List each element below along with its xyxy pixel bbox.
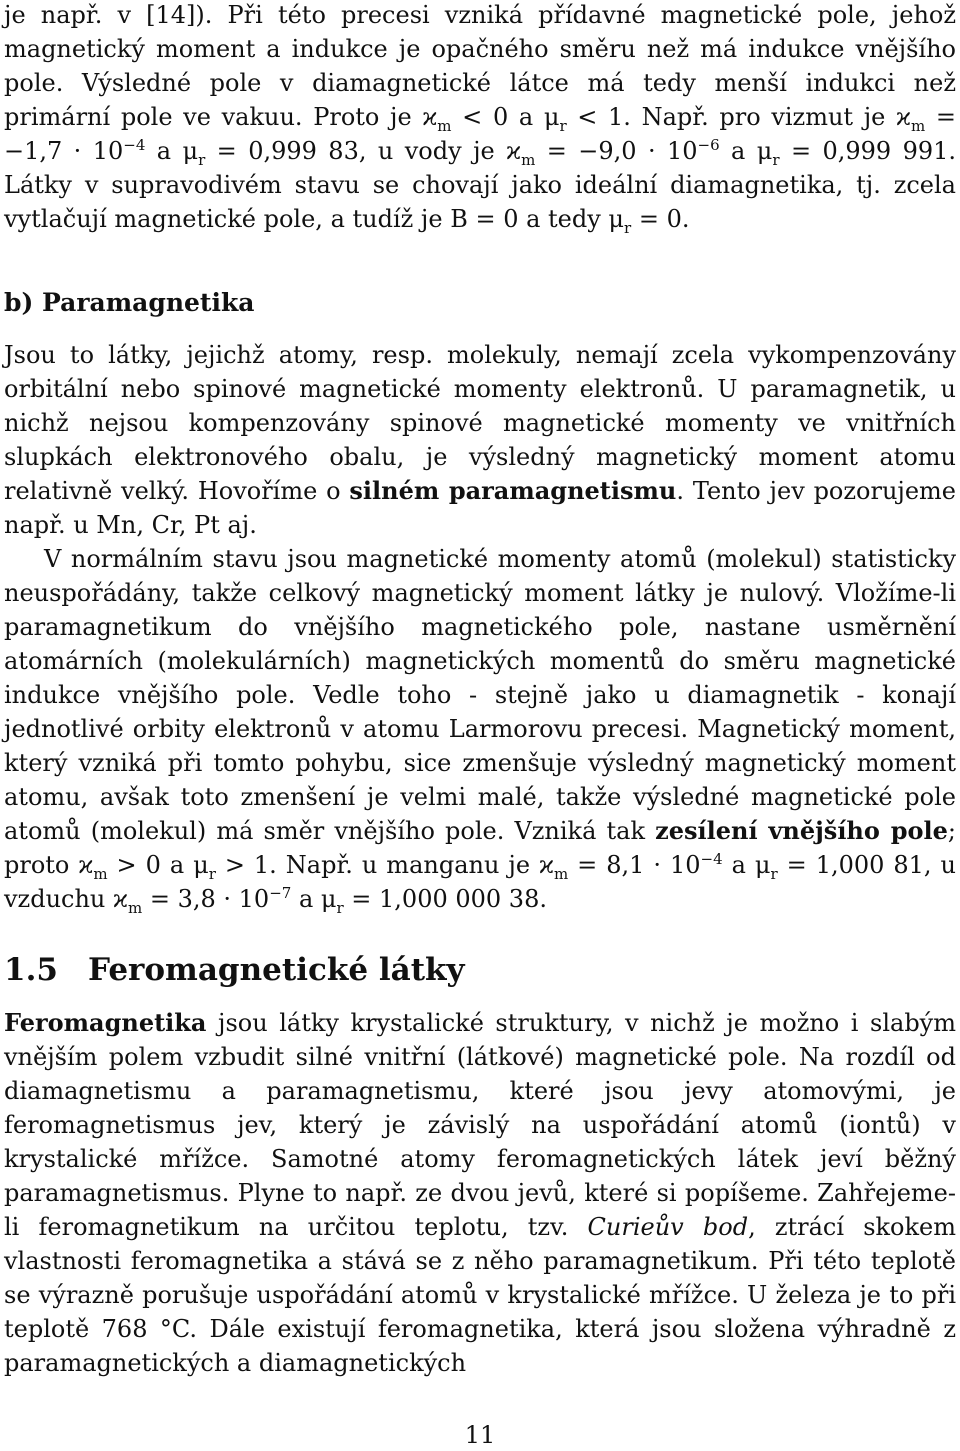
subsection-heading: b) Paramagnetika xyxy=(4,288,255,317)
section-number: 1.5 xyxy=(4,952,58,988)
paramagnetika-paragraph-2: V normálním stavu jsou magnetické momenty atomů (molekul) statisticky neuspořádány, takže celkový magnetický moment látky je nulový. Vložíme-li paramagnetikum do vnějšího magnetického pole, nastane usměrnění atomárních (molekulárních) magnetických momentů do směru magnetické indukce vnějšího pole. Vedle toho - stejně jako u diamagnetik - konají jednotlivé orbity elektronů v atomu Larmorovu precesi. Magnetický moment, který vzniká při tomto pohybu, sice zmenšuje výsledný magnetický moment atomu, avšak toto zmenšení je velmi malé, takže výsledné magnetické pole atomů (molekul) má směr vnějšího pole. Vzniká tak zesílení vnějšího pole; proto $ϰ_m > 0$ a $\mu_r > 1$. Např. u manganu je $ϰ_m = 8,1 \cdot 10^{-4}$ a $\mu_r = 1,000$ 81, u vzduchu $ϰ_m = 3,8 \cdot 10^{-7}$ a $\mu_r = 1,000$ 000 38. xyxy=(4,545,956,917)
section-heading xyxy=(4,950,465,990)
feromagnetika-paragraph: Feromagnetika jsou látky krystalické struktury, v nichž je možno i slabým vnějším polem vzbudit silné vnitřní (látkové) magnetické pole. Na rozdíl od diamagnetismu a paramagnetismu, které jsou jevy atomovými, je feromagnetismus jev, který je závislý na uspořádání atomů (iontů) v krystalické mřížce. Samotné atomy feromagnetických látek jeví běžný paramagnetismus. Plyne to např. ze dvou jevů, které si popíšeme. Zahřejeme-li feromagnetikum na určitou teplotu, tzv. Curieův bod, ztrácí skokem vlastnosti feromagnetika a stává se z něho paramagnetikum. Při této teplotě se výrazně porušuje uspořádání atomů v krystalické mřížce. U železa je to při teplotě 768 °C. Dále existují feromagnetika, která jsou složena výhradně z paramagnetických a diamagnetických xyxy=(4,1008,957,1377)
intro-paragraph: je např. v [14]). Při této precesi vzniká přídavné magnetické pole, jehož magnetický moment a indukce je opačného směru než má indukce vnějšího pole. Výsledné pole v diamagnetické látce má tedy menší indukci než primární pole ve vakuu. Proto je $ϰ_m < 0$ a $\mu_r < 1$. Např. pro vizmut je $ϰ_m = -1,7 \cdot 10^{-4}$ a $\mu_r = 0,999$ 83, u vody je $ϰ_m = -9,0 \cdot 10^{-6}$ a $\mu_r = 0,999$ 991. Látky v supravodivém stavu se chovají jako ideální diamagnetika, tj. zcela vytlačují magnetické pole, a tudíž je B = 0 a tedy $\mu_r = 0$. xyxy=(4,1,957,237)
page-number: 11 xyxy=(464,1421,496,1449)
paramagnetika-paragraph-1: Jsou to látky, jejichž atomy, resp. molekuly, nemají zcela vykompenzovány orbitální nebo spinové magnetické momenty elektronů. U paramagnetik, u nichž nejsou kompenzovány spinové magnetické momenty ve vnitřních slupkách elektronového obalu, je výsledný magnetický moment atomu relativně velký. Hovoříme o silném paramagnetismu. Tento jev pozorujeme např. u Mn, Cr, Pt aj. xyxy=(4,341,957,539)
section-title: Feromagnetické látky xyxy=(88,952,465,988)
